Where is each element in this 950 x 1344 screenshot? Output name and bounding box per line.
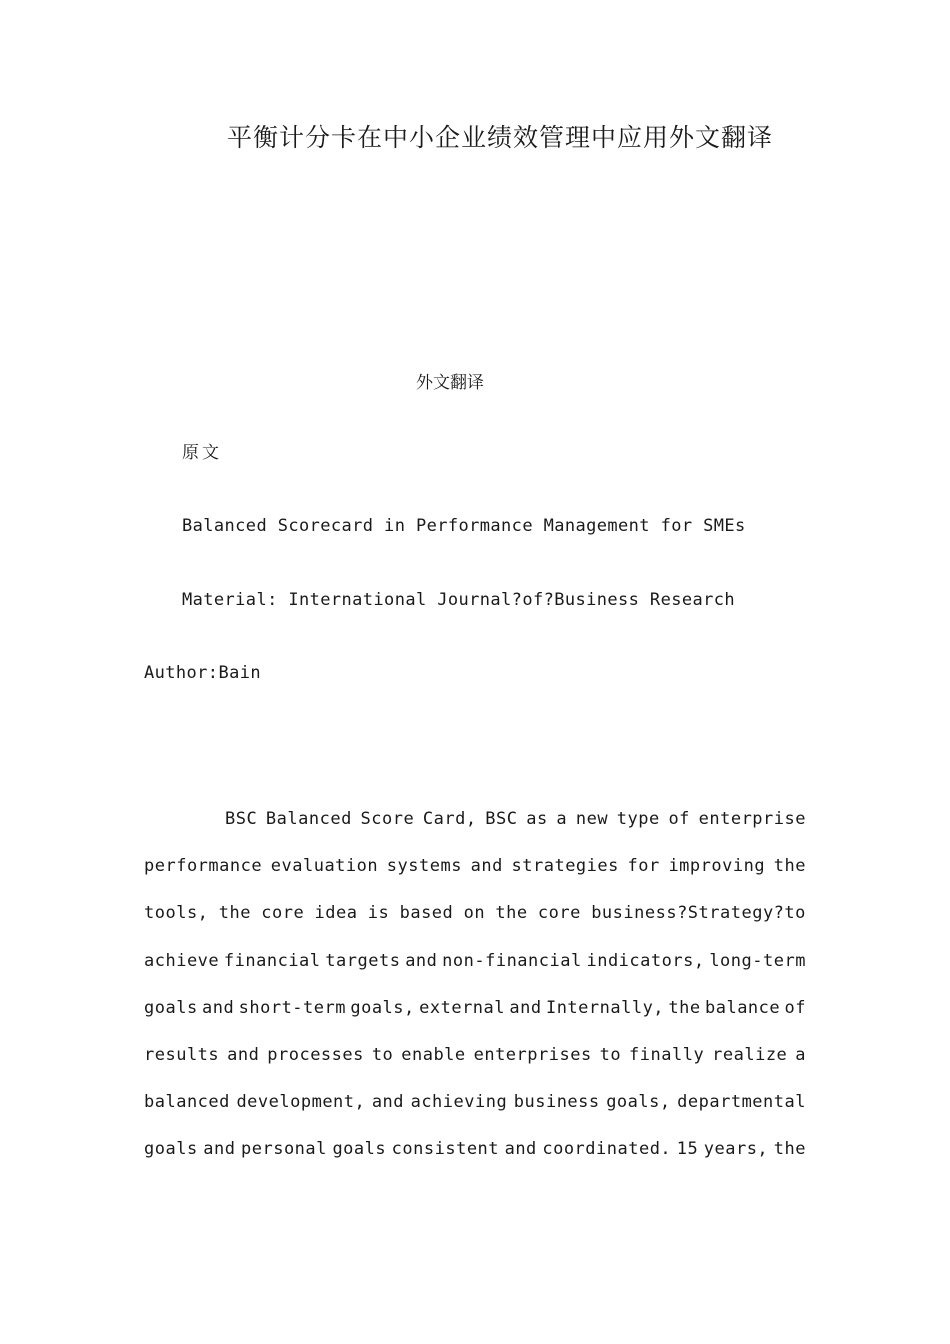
body-word: based bbox=[399, 903, 454, 924]
body-word: development, bbox=[236, 1092, 366, 1113]
body-word: of bbox=[784, 997, 806, 1018]
body-word: 15 bbox=[676, 1139, 699, 1160]
body-word: goals, bbox=[350, 997, 415, 1018]
body-word: goals bbox=[332, 1139, 387, 1160]
body-word: the bbox=[773, 856, 806, 877]
body-word: improving bbox=[668, 856, 766, 877]
body-word: idea bbox=[314, 903, 358, 924]
body-word: Balanced bbox=[265, 809, 352, 829]
body-word: goals bbox=[144, 1139, 198, 1160]
body-word: and bbox=[470, 856, 503, 877]
body-word: results bbox=[144, 1044, 220, 1065]
body-word: BSC bbox=[225, 809, 258, 829]
body-word: financial bbox=[223, 950, 321, 971]
body-word: years, bbox=[703, 1139, 769, 1160]
body-word: and bbox=[504, 1139, 537, 1160]
body-word: is bbox=[367, 903, 390, 924]
body-word: enterprise bbox=[698, 809, 806, 829]
body-word: core bbox=[537, 903, 581, 924]
body-word: BSC bbox=[485, 809, 518, 829]
body-word: for bbox=[627, 856, 660, 877]
body-word: the bbox=[773, 1139, 806, 1160]
body-word: to bbox=[371, 1044, 394, 1065]
body-word: as bbox=[526, 809, 548, 829]
body-word: indicators, bbox=[586, 950, 705, 971]
body-line bbox=[144, 807, 806, 854]
body-word: departmental bbox=[677, 1092, 806, 1113]
body-word: personal bbox=[241, 1139, 327, 1160]
body-word: evaluation bbox=[270, 856, 379, 877]
section-heading: 外文翻译 bbox=[416, 373, 484, 393]
body-word: a bbox=[795, 1044, 806, 1065]
body-word: business bbox=[513, 1092, 600, 1113]
body-line bbox=[144, 996, 806, 1043]
body-word: performance bbox=[144, 856, 263, 877]
body-word: Internally, bbox=[545, 997, 665, 1018]
body-word: goals, bbox=[606, 1092, 671, 1113]
body-word: new bbox=[575, 809, 609, 829]
body-word: Card, bbox=[422, 809, 477, 829]
body-word: to bbox=[599, 1044, 622, 1065]
body-word: and bbox=[203, 1139, 236, 1160]
body-word: and bbox=[227, 1044, 260, 1065]
body-word: core bbox=[261, 903, 305, 924]
body-word: a bbox=[556, 809, 568, 829]
author: Author:Bain bbox=[144, 663, 261, 683]
page-title: 平衡计分卡在中小企业绩效管理中应用外文翻译 bbox=[226, 123, 773, 152]
body-word: realize bbox=[712, 1044, 788, 1065]
body-paragraph bbox=[144, 807, 806, 1185]
body-line bbox=[144, 1043, 806, 1090]
material-source: Material: International Journal?of?Business Research bbox=[182, 590, 736, 610]
body-word: coordinated. bbox=[542, 1139, 672, 1160]
body-word: balance bbox=[704, 997, 781, 1018]
body-word: external bbox=[419, 997, 506, 1018]
body-word: targets bbox=[325, 950, 401, 971]
body-word: achieving bbox=[410, 1092, 508, 1113]
body-word: and bbox=[202, 997, 235, 1018]
body-word: goals bbox=[144, 997, 198, 1018]
body-word: enable bbox=[401, 1044, 466, 1065]
body-word: long-term bbox=[709, 950, 806, 971]
body-word: systems bbox=[386, 856, 462, 877]
body-line bbox=[144, 854, 806, 901]
body-word: enterprises bbox=[473, 1044, 592, 1065]
body-word: consistent bbox=[391, 1139, 500, 1160]
body-word: of bbox=[668, 809, 690, 829]
body-word: and bbox=[371, 1092, 405, 1113]
body-word: strategies bbox=[511, 856, 619, 877]
paper-title: Balanced Scorecard in Performance Management for SMEs bbox=[182, 516, 746, 536]
body-word: the bbox=[495, 903, 528, 924]
original-label: 原文 bbox=[182, 443, 222, 463]
body-word: achieve bbox=[144, 950, 220, 971]
body-word: and bbox=[405, 950, 438, 971]
body-word: finally bbox=[629, 1044, 705, 1065]
body-word: balanced bbox=[144, 1092, 230, 1113]
body-word: processes bbox=[267, 1044, 364, 1065]
body-word: the bbox=[218, 903, 251, 924]
body-word: non-financial bbox=[442, 950, 582, 971]
body-word: short-term bbox=[238, 997, 346, 1018]
body-line bbox=[144, 901, 806, 948]
body-word: Score bbox=[360, 809, 415, 829]
body-word: and bbox=[509, 997, 542, 1018]
body-word: on bbox=[463, 903, 486, 924]
body-line bbox=[144, 949, 806, 996]
body-word: type bbox=[616, 809, 660, 829]
body-word: the bbox=[668, 997, 701, 1018]
body-word: tools, bbox=[144, 903, 209, 924]
body-line bbox=[144, 1090, 806, 1137]
body-line bbox=[144, 1137, 806, 1184]
body-word: business?Strategy?to bbox=[591, 903, 806, 924]
